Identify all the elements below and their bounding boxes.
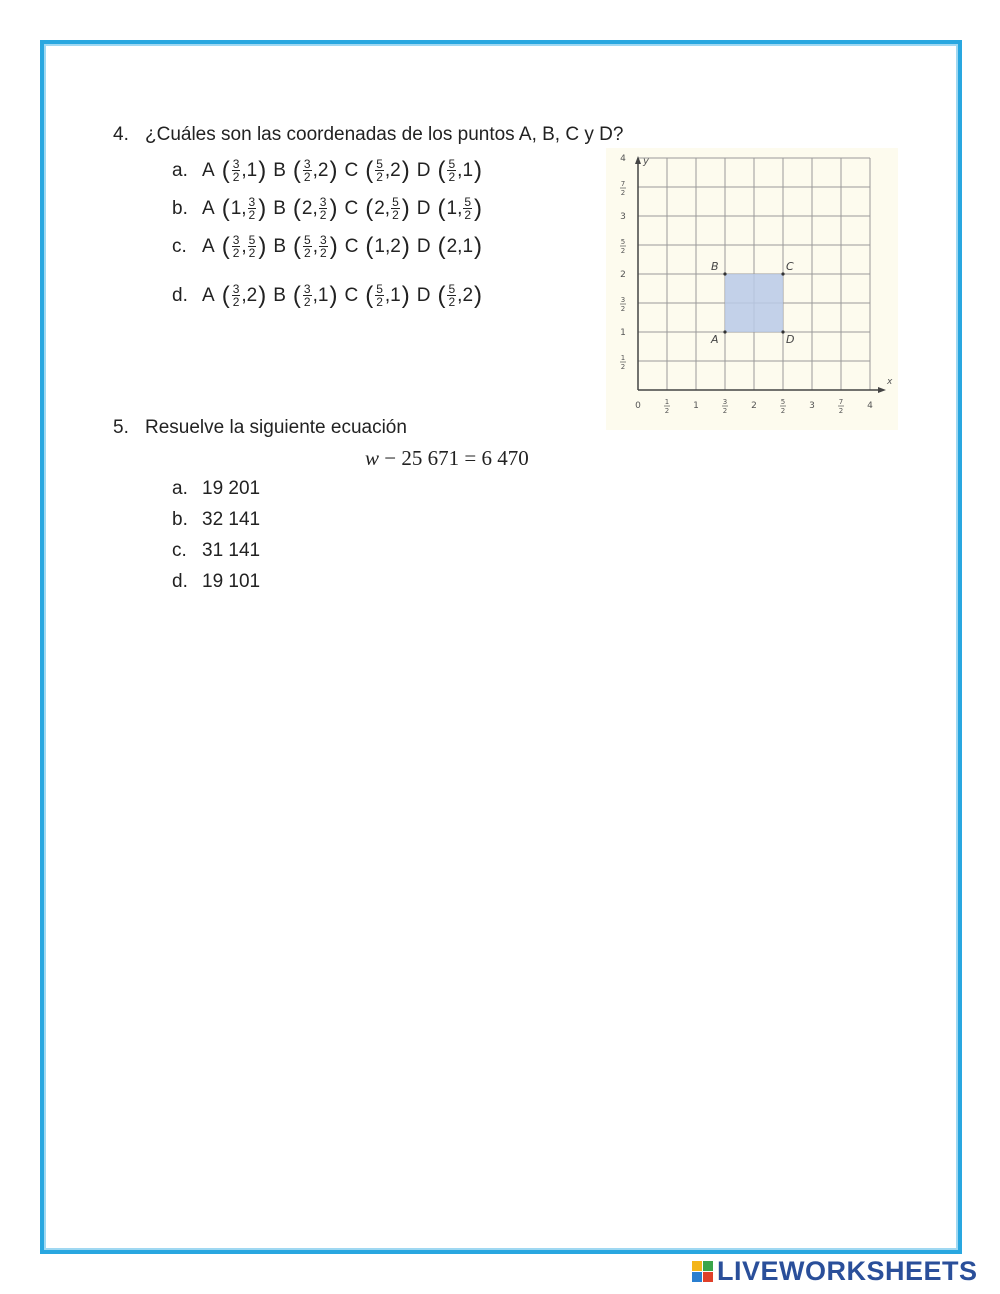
x-coord-denominator: 2 (303, 170, 311, 184)
question-4-option-a (172, 158, 483, 183)
close-paren: ) (474, 194, 483, 222)
question-5-option-a (172, 478, 260, 500)
point-B (723, 272, 726, 275)
point-label: B (273, 197, 286, 219)
x-tick-denominator: 2 (838, 407, 844, 415)
logo-square-2 (703, 1261, 713, 1271)
open-paren: ( (365, 232, 374, 260)
question-4-title (113, 124, 623, 146)
option-value: 19 201 (202, 478, 261, 499)
point-label: C (344, 235, 359, 257)
point-A (723, 330, 726, 333)
x-tick-numerator: 7 (838, 398, 844, 406)
x-axis-label: x (887, 377, 893, 387)
y-coord-fraction (319, 234, 328, 259)
comma: , (457, 159, 463, 181)
question-4-option-d (172, 283, 483, 308)
x-tick-numerator: 3 (722, 398, 728, 406)
close-paren: ) (401, 232, 410, 260)
close-paren: ) (401, 156, 410, 184)
x-coord-fraction (303, 158, 312, 183)
y-coord-fraction (248, 234, 257, 259)
comma: , (312, 284, 318, 306)
comma: , (312, 197, 318, 219)
y-coord: 2 (390, 159, 401, 181)
close-paren: ) (258, 281, 267, 309)
x-coord-numerator: 5 (448, 282, 456, 296)
x-tick-label: 3 (809, 401, 815, 411)
comma: , (241, 284, 247, 306)
close-paren: ) (474, 232, 483, 260)
y-coord: 1 (317, 284, 329, 306)
point-label-B: B (711, 260, 719, 273)
logo-square-1 (692, 1261, 702, 1271)
option-value: 31 141 (202, 540, 261, 561)
y-coord-numerator: 3 (319, 195, 327, 209)
y-coord-fraction (319, 196, 328, 221)
open-paren: ( (293, 232, 302, 260)
point-label: B (273, 235, 287, 257)
x-coord-fraction (303, 234, 312, 259)
y-coord-fraction (248, 196, 257, 221)
option-value: 32 141 (202, 509, 261, 530)
x-coord-fraction (303, 283, 312, 308)
option-letter: a. (172, 159, 188, 181)
y-axis-label: y (643, 156, 649, 167)
x-coord-denominator: 2 (304, 246, 311, 260)
y-coord-numerator: 5 (392, 195, 399, 209)
point-C (781, 272, 784, 275)
open-paren: ( (365, 156, 374, 184)
y-tick-label: 2 (620, 270, 626, 280)
open-paren: ( (437, 156, 446, 184)
comma: , (457, 197, 463, 219)
close-paren: ) (329, 156, 338, 184)
x-coord-fraction (232, 158, 241, 183)
close-paren: ) (474, 156, 483, 184)
close-paren: ) (258, 156, 267, 184)
liveworksheets-brand (692, 1256, 978, 1287)
brand-text: LIVEWORKSHEETS (717, 1256, 978, 1286)
x-coord-fraction (447, 283, 456, 308)
open-paren: ( (292, 281, 301, 309)
x-coord-denominator: 2 (376, 295, 383, 309)
point-label: A (202, 235, 215, 257)
x-coord-numerator: 5 (448, 157, 456, 171)
y-coord-denominator: 2 (248, 208, 256, 222)
point-label: C (344, 159, 359, 181)
question-4-text: ¿Cuáles son las coordenadas de los puntos A, B, C y D? (145, 124, 624, 145)
open-paren: ( (292, 156, 301, 184)
comma: , (241, 159, 247, 181)
point-label-A: A (711, 333, 719, 346)
x-coord-fraction (447, 158, 456, 183)
y-tick-denominator: 2 (620, 247, 626, 255)
x-coord-numerator: 3 (232, 282, 240, 296)
liveworksheets-logo-icon (692, 1261, 713, 1282)
point-label: D (416, 235, 431, 257)
y-tick-numerator: 7 (620, 180, 626, 188)
x-coord-denominator: 2 (303, 295, 311, 309)
option-letter: d. (172, 284, 188, 306)
y-tick-numerator: 5 (620, 238, 626, 246)
comma: , (385, 235, 391, 257)
point-label: B (273, 284, 286, 306)
question-4-option-b (172, 196, 483, 221)
option-letter: c. (172, 540, 187, 561)
open-paren: ( (437, 194, 446, 222)
open-paren: ( (365, 281, 374, 309)
option-letter: d. (172, 571, 188, 592)
x-tick-label: 2 (751, 401, 757, 411)
y-coord-denominator: 2 (319, 208, 327, 222)
equation-rest: − 25 671 = 6 470 (379, 446, 529, 470)
equation (365, 446, 529, 471)
x-coord-fraction (375, 283, 384, 308)
close-paren: ) (258, 194, 267, 222)
close-paren: ) (401, 194, 410, 222)
x-coord-fraction (375, 158, 384, 183)
x-coord: 1 (446, 197, 458, 219)
point-D (781, 330, 784, 333)
option-letter: c. (172, 235, 187, 257)
comma: , (384, 284, 391, 306)
question-5-option-b (172, 509, 260, 531)
open-paren: ( (292, 194, 301, 222)
open-paren: ( (221, 232, 230, 260)
x-coord-denominator: 2 (448, 295, 456, 309)
y-coord-fraction (463, 196, 472, 221)
x-coord-fraction (232, 283, 241, 308)
x-coord: 1 (230, 197, 242, 219)
question-4-option-c (172, 234, 483, 259)
y-coord-fraction (391, 196, 400, 221)
point-label: A (202, 197, 215, 219)
x-coord: 2 (374, 197, 385, 219)
point-label: B (273, 159, 286, 181)
point-label: D (416, 159, 431, 181)
comma: , (241, 197, 247, 219)
y-coord-numerator: 5 (248, 233, 256, 247)
option-value: 19 101 (202, 571, 261, 592)
y-tick-numerator: 3 (620, 296, 626, 304)
point-label: A (202, 159, 215, 181)
option-letter: a. (172, 478, 188, 499)
x-coord-numerator: 3 (232, 157, 240, 171)
open-paren: ( (365, 194, 374, 222)
x-tick-numerator: 5 (780, 398, 786, 406)
close-paren: ) (258, 232, 267, 260)
x-coord-denominator: 2 (232, 170, 240, 184)
x-coord-numerator: 3 (303, 157, 311, 171)
shaded-square (725, 274, 783, 332)
y-tick-label: 1 (620, 328, 626, 338)
y-tick-numerator: 1 (620, 354, 626, 362)
point-label: C (344, 197, 359, 219)
x-coord-denominator: 2 (448, 170, 456, 184)
comma: , (384, 159, 391, 181)
y-tick-denominator: 2 (620, 189, 626, 197)
point-label: C (344, 284, 359, 306)
x-tick-label: 4 (867, 401, 873, 411)
question-5-title (113, 417, 407, 439)
close-paren: ) (329, 194, 338, 222)
comma: , (457, 284, 463, 306)
y-coord: 1 (462, 235, 474, 257)
x-tick-denominator: 2 (780, 407, 786, 415)
y-coord: 2 (317, 159, 329, 181)
comma: , (457, 235, 463, 257)
x-tick-denominator: 2 (664, 407, 670, 415)
y-coord: 1 (246, 159, 258, 181)
y-coord: 1 (462, 159, 474, 181)
open-paren: ( (221, 194, 230, 222)
open-paren: ( (437, 281, 446, 309)
y-coord-numerator: 3 (320, 233, 327, 247)
y-tick-denominator: 2 (620, 363, 626, 371)
close-paren: ) (329, 232, 338, 260)
option-letter: b. (172, 197, 188, 219)
x-coord-numerator: 5 (376, 282, 383, 296)
close-paren: ) (474, 281, 483, 309)
close-paren: ) (329, 281, 338, 309)
y-coord: 1 (390, 284, 401, 306)
question-4-number: 4. (113, 124, 129, 145)
x-tick-label: 1 (693, 401, 699, 411)
comma: , (384, 197, 391, 219)
y-coord-denominator: 2 (320, 246, 327, 260)
question-5-number: 5. (113, 417, 129, 438)
question-5-option-c (172, 540, 260, 562)
point-label: D (416, 197, 431, 219)
x-coord-numerator: 3 (232, 233, 240, 247)
comma: , (312, 235, 318, 257)
x-coord-denominator: 2 (232, 295, 240, 309)
logo-square-4 (703, 1272, 713, 1282)
point-label-C: C (786, 260, 794, 273)
x-tick-label: 0 (635, 401, 641, 411)
y-tick-label: 3 (620, 212, 626, 222)
y-coord-numerator: 3 (248, 195, 256, 209)
x-coord-numerator: 5 (376, 157, 383, 171)
question-5-option-d (172, 571, 260, 593)
x-tick-denominator: 2 (722, 407, 728, 415)
comma: , (312, 159, 318, 181)
coordinate-graph (606, 148, 898, 430)
x-coord: 1 (374, 235, 385, 257)
y-coord-denominator: 2 (464, 208, 472, 222)
x-coord-numerator: 3 (303, 282, 311, 296)
open-paren: ( (221, 156, 230, 184)
y-coord: 2 (462, 284, 474, 306)
question-5-text: Resuelve la siguiente ecuación (145, 417, 407, 438)
y-tick-denominator: 2 (620, 305, 626, 313)
option-letter: b. (172, 509, 188, 530)
close-paren: ) (401, 281, 410, 309)
point-label: A (202, 284, 215, 306)
equation-variable: w (365, 446, 380, 470)
open-paren: ( (221, 281, 230, 309)
comma: , (241, 235, 247, 257)
y-tick-label: 4 (620, 154, 626, 164)
point-label-D: D (786, 333, 795, 346)
x-coord-numerator: 5 (304, 233, 311, 247)
x-coord: 2 (301, 197, 313, 219)
logo-square-3 (692, 1272, 702, 1282)
point-label: D (416, 284, 431, 306)
x-coord: 2 (446, 235, 458, 257)
x-coord-fraction (232, 234, 241, 259)
y-coord-numerator: 5 (464, 195, 472, 209)
y-coord: 2 (390, 235, 401, 257)
y-coord-denominator: 2 (392, 208, 399, 222)
x-tick-numerator: 1 (664, 398, 670, 406)
open-paren: ( (437, 232, 446, 260)
y-coord-denominator: 2 (248, 246, 256, 260)
x-coord-denominator: 2 (376, 170, 383, 184)
y-coord: 2 (246, 284, 258, 306)
x-coord-denominator: 2 (232, 246, 240, 260)
